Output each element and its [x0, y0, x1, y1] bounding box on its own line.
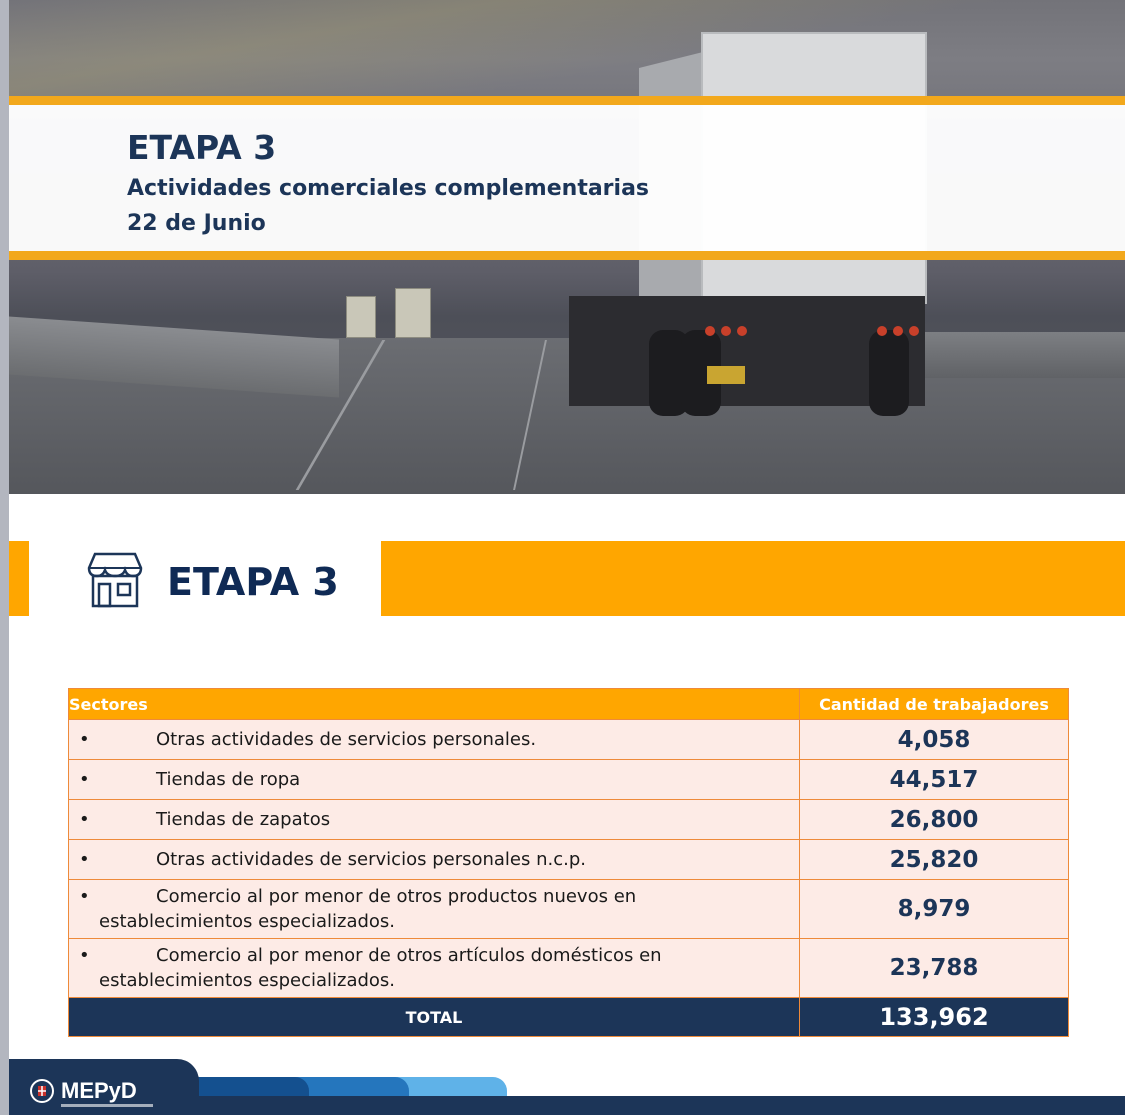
- license-plate: [707, 366, 745, 384]
- distant-truck: [395, 288, 431, 338]
- sky-background: [9, 0, 1125, 96]
- distant-truck: [346, 296, 376, 338]
- bullet: •: [79, 945, 90, 966]
- slide-title: ETAPA 3: [167, 560, 339, 604]
- bullet: •: [79, 729, 90, 750]
- header-sectores: Sectores: [69, 689, 800, 720]
- header-cantidad: Cantidad de trabajadores: [800, 689, 1069, 720]
- header-accent-left: [9, 541, 29, 616]
- worker-count: 23,788: [800, 939, 1069, 998]
- tail-light: [909, 326, 919, 336]
- total-row: [69, 998, 1069, 1037]
- bullet: •: [79, 809, 90, 830]
- seal-icon: [29, 1078, 55, 1104]
- total-count: 133,962: [800, 998, 1069, 1037]
- sector-cell: [69, 880, 800, 939]
- worker-count: 26,800: [800, 800, 1069, 840]
- table-row: [69, 760, 1069, 800]
- tail-light: [737, 326, 747, 336]
- sector-name: Comercio al por menor de otros productos nuevos en establecimientos especializados.: [99, 886, 637, 932]
- sector-name: Tiendas de zapatos: [156, 809, 331, 830]
- road-barrier-right: [915, 332, 1125, 378]
- sector-cell: [69, 939, 800, 998]
- sectors-table: [68, 688, 1069, 1037]
- table-row: [69, 720, 1069, 760]
- sector-name: Comercio al por menor de otros artículos domésticos en establecimientos especializados.: [99, 945, 662, 991]
- tail-light: [877, 326, 887, 336]
- header-accent-right: [381, 541, 1125, 616]
- footer: [9, 1074, 1125, 1115]
- store-icon: [87, 550, 143, 610]
- bullet: •: [79, 849, 90, 870]
- sector-cell: [69, 800, 800, 840]
- table-row: [69, 939, 1069, 998]
- table-header-row: [69, 689, 1069, 720]
- table-slide: [9, 500, 1125, 1115]
- sector-cell: [69, 720, 800, 760]
- worker-count: 25,820: [800, 840, 1069, 880]
- banner-bottom-line: [9, 251, 1125, 260]
- tail-light: [893, 326, 903, 336]
- sector-name: Tiendas de ropa: [156, 769, 301, 790]
- bullet: •: [79, 886, 90, 907]
- mepyd-logo: [29, 1078, 137, 1104]
- truck-wheel: [869, 330, 909, 416]
- table-row: [69, 800, 1069, 840]
- sector-cell: [69, 760, 800, 800]
- logo-text: MEPyD: [61, 1078, 137, 1103]
- banner-top-line: [9, 96, 1125, 105]
- table-row: [69, 840, 1069, 880]
- title-slide: [9, 0, 1125, 494]
- worker-count: 8,979: [800, 880, 1069, 939]
- tail-light: [721, 326, 731, 336]
- sector-name: Otras actividades de servicios personales n.c.p.: [156, 849, 586, 870]
- table-row: [69, 880, 1069, 939]
- worker-count: 4,058: [800, 720, 1069, 760]
- tail-light: [705, 326, 715, 336]
- logo-subtitle-line: [61, 1104, 153, 1107]
- total-label: TOTAL: [69, 998, 800, 1037]
- banner-date: 22 de Junio: [127, 211, 266, 236]
- banner-subtitle: Actividades comerciales complementarias: [127, 176, 650, 201]
- worker-count: 44,517: [800, 760, 1069, 800]
- left-edge-strip: [0, 0, 9, 1115]
- banner-title: ETAPA 3: [127, 128, 277, 167]
- bullet: •: [79, 769, 90, 790]
- sector-name: Otras actividades de servicios personales.: [156, 729, 537, 750]
- sector-cell: [69, 840, 800, 880]
